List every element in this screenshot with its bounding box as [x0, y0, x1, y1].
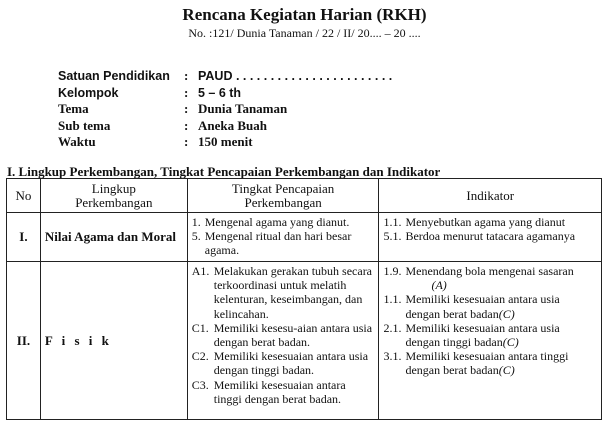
row-indikator: [379, 262, 602, 420]
info-colon: :: [184, 84, 189, 100]
indikator-item: 1.1. Memiliki kesesuaian antara usia dengan berat badan(C): [383, 292, 560, 321]
indikator-item: 1.1. Menyebutkan agama yang dianut: [383, 215, 566, 229]
info-value: Aneka Buah: [198, 117, 267, 133]
tingkat-item: C2. Memiliki kesesuaian antara usia dengan tinggi badan.: [191, 349, 369, 378]
tingkat-item: 1. Mengenal agama yang dianut.: [191, 215, 350, 229]
info-colon: :: [184, 117, 189, 133]
header-no: No: [7, 179, 41, 213]
info-value: 5 – 6 th: [198, 85, 242, 100]
row-lingkup: Nilai Agama dan Moral: [40, 213, 187, 262]
row-lingkup: F i s i k: [40, 262, 187, 420]
info-label: Satuan Pendidikan: [58, 69, 170, 83]
tingkat-item: 5. Mengenal ritual dan hari besar agama.: [191, 229, 352, 258]
info-colon: :: [184, 68, 189, 83]
info-label: Sub tema: [58, 117, 111, 133]
info-row-tema: [58, 101, 392, 118]
tingkat-item: C1. Memiliki kesesu-aian antara usia dengan berat badan.: [191, 320, 373, 350]
row-number: II.: [7, 262, 41, 420]
indikator-note: (C): [498, 306, 515, 321]
row-indikator: [379, 213, 602, 262]
page-title: Rencana Kegiatan Harian (RKH): [182, 5, 427, 24]
document-number: No. :121/ Dunia Tanaman / 22 / II/ 20.... – 20 ....: [188, 26, 421, 40]
info-value: Dunia Tanaman: [198, 101, 288, 116]
row-tingkat: [187, 213, 379, 262]
info-label: Kelompok: [58, 85, 119, 100]
tingkat-item: C3. Memiliki kesesuaian antara tinggi dengan berat badan.: [191, 377, 346, 406]
indikator-item: 3.1. Memiliki kesesuaian antara tinggi dengan berat badan(C): [383, 349, 569, 378]
info-value: PAUD . . . . . . . . . . . . . . . . . . . . . . .: [198, 69, 393, 83]
indikator-note: (C): [502, 335, 519, 350]
row-number: I.: [7, 213, 41, 262]
indikator-note: (C): [498, 363, 515, 378]
header-lingkup: Lingkup Perkembangan: [40, 179, 187, 213]
info-label: Waktu: [58, 134, 96, 149]
table-row: [7, 213, 602, 262]
info-value: 150 menit: [198, 134, 253, 149]
indikator-item: 2.1. Memiliki kesesuaian antara usia dengan tinggi badan(C): [383, 320, 560, 350]
info-colon: :: [184, 134, 189, 149]
info-label: Tema: [58, 101, 89, 116]
info-row-kelompok: [58, 85, 392, 102]
info-block: [58, 68, 392, 151]
info-colon: :: [184, 101, 189, 116]
tingkat-item: A1. Melakukan gerakan tubuh secara terkoordinasi untuk melatih kelenturan, keseimbangan, dan kelincahan.: [191, 264, 373, 321]
section-title: I. Lingkup Perkembangan, Tingkat Pencapaian Perkembangan dan Indikator: [7, 164, 441, 179]
header-indikator: Indikator: [379, 179, 602, 213]
info-row-subtema: [58, 118, 392, 135]
header-tingkat: Tingkat Pencapaian Perkembangan: [187, 179, 379, 213]
indikator-note: (A): [431, 278, 447, 293]
indikator-item: 1.9. Menendang bola mengenai sasaran (A): [383, 264, 597, 292]
rkh-table: [6, 178, 602, 420]
info-row-waktu: [58, 134, 392, 151]
table-row: [7, 262, 602, 420]
indikator-item: 5.1. Berdoa menurut tatacara agamanya: [383, 229, 576, 244]
info-row-satuan: [58, 68, 392, 85]
row-tingkat: [187, 262, 379, 420]
table-header-row: [7, 179, 602, 213]
